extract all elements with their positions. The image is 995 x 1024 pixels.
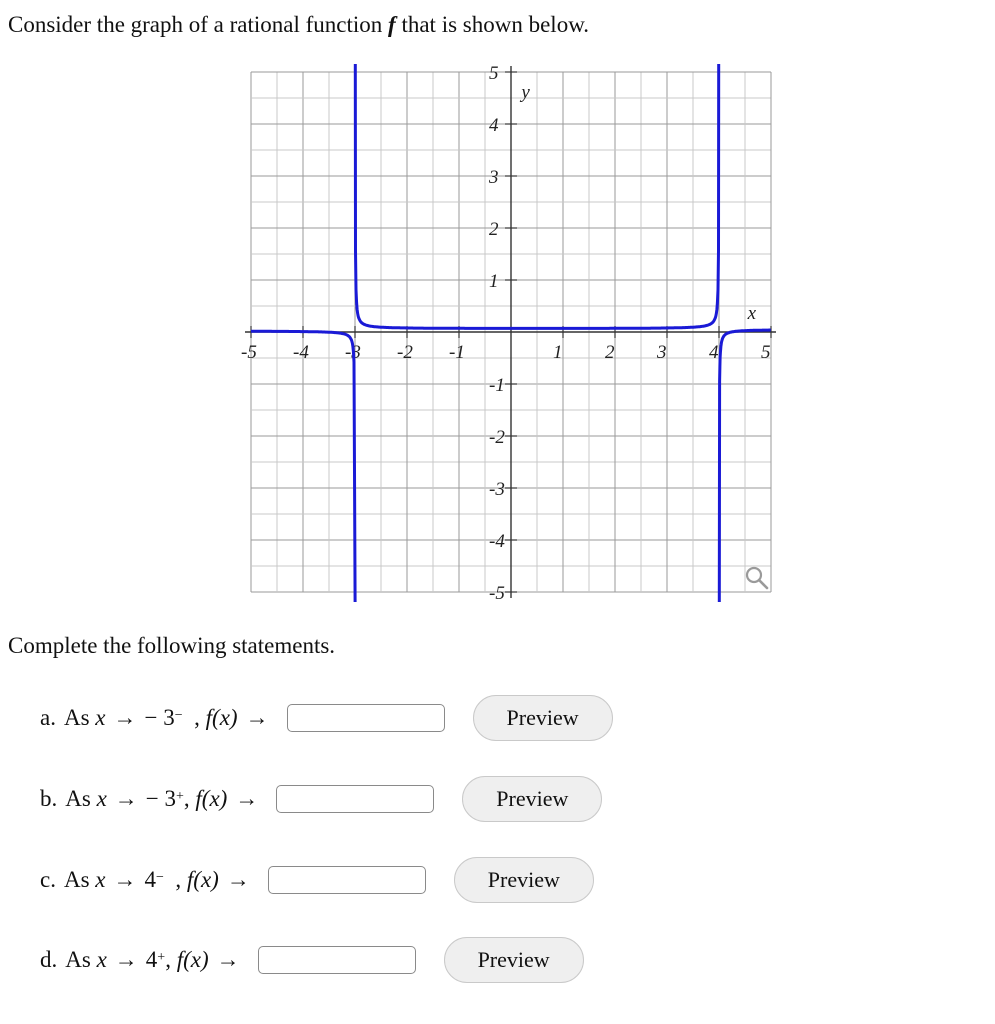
statement-d: d. As x → 4 + , f(x) → (40, 947, 240, 972)
as-word: As (65, 947, 91, 972)
y-tick-label: -2 (489, 427, 505, 448)
function-name: f (388, 12, 396, 37)
variable-x: x (96, 786, 107, 811)
y-tick-label: 3 (489, 167, 499, 188)
question-label: a. (40, 705, 56, 730)
variable-x: x (96, 947, 107, 972)
preview-button-d[interactable]: Preview (444, 937, 584, 983)
arrow: → (226, 867, 250, 892)
approach-value: 4 (144, 867, 156, 892)
y-axis-label: y (521, 82, 530, 103)
x-axis-label: x (747, 303, 757, 324)
intro-text-after: that is shown below. (395, 12, 590, 37)
function-expr: f(x) (186, 867, 219, 892)
variable-x: x (95, 867, 106, 892)
statement-b: b. As x → − 3 + , f(x) → (40, 786, 259, 811)
magnifier-icon[interactable] (747, 568, 767, 588)
rational-function-graph (236, 64, 776, 602)
x-tick-label: 2 (605, 342, 615, 363)
arrow: → (216, 947, 240, 972)
approach-value: − 3 (144, 705, 175, 730)
y-tick-label: -5 (489, 583, 505, 602)
x-tick-label: -1 (449, 342, 465, 363)
approach-side: − (174, 708, 183, 723)
intro-text-before: Consider the graph of a rational function (8, 12, 389, 37)
problem-intro (8, 12, 589, 38)
question-b (40, 776, 602, 822)
question-label: d. (40, 947, 58, 972)
as-word: As (63, 705, 90, 730)
x-tick-label: -4 (293, 342, 309, 363)
arrow: → (114, 786, 138, 811)
x-tick-label: 5 (761, 342, 771, 363)
answer-input-d[interactable] (258, 946, 416, 974)
question-label: c. (40, 867, 56, 892)
function-expr: f(x) (176, 947, 209, 972)
answer-input-c[interactable] (268, 866, 426, 894)
x-tick-label: -3 (345, 342, 361, 363)
preview-button-c[interactable]: Preview (454, 857, 594, 903)
as-word: As (65, 786, 91, 811)
question-a (40, 695, 613, 741)
approach-side: − (156, 870, 164, 885)
answer-input-b[interactable] (276, 785, 434, 813)
answer-input-a[interactable] (287, 704, 445, 732)
y-tick-label: 2 (489, 219, 499, 240)
x-tick-label: -2 (397, 342, 413, 363)
y-tick-label: -1 (489, 375, 505, 396)
function-expr: f(x) (205, 705, 238, 730)
statement-a: a. As x → − 3 − , f(x) → (40, 705, 269, 730)
instructions-text: Complete the following statements. (8, 633, 336, 658)
question-c (40, 857, 594, 903)
x-tick-label: -5 (241, 342, 257, 363)
arrow: → (245, 705, 269, 730)
question-d (40, 937, 584, 983)
variable-x: x (95, 705, 106, 730)
function-expr: f(x) (195, 786, 228, 811)
approach-side: + (176, 789, 184, 804)
arrow: → (113, 867, 137, 892)
preview-button-b[interactable]: Preview (462, 776, 602, 822)
statement-c: c. As x → 4 − , f(x) → (40, 867, 250, 892)
as-word: As (63, 867, 90, 892)
approach-value: 4 (145, 947, 158, 972)
approach-side: + (157, 950, 166, 965)
approach-value: − 3 (145, 786, 177, 811)
x-tick-label: 1 (553, 342, 563, 363)
arrow: → (113, 705, 137, 730)
question-label: b. (40, 786, 58, 811)
y-tick-label: -3 (489, 479, 505, 500)
preview-button-a[interactable]: Preview (473, 695, 613, 741)
x-tick-label: 4 (709, 342, 719, 363)
y-tick-label: -4 (489, 531, 505, 552)
y-tick-label: 4 (489, 115, 499, 136)
x-tick-label: 3 (657, 342, 667, 363)
y-tick-label: 1 (489, 271, 499, 292)
arrow: → (235, 786, 259, 811)
arrow: → (114, 947, 138, 972)
y-tick-label: 5 (489, 64, 499, 84)
